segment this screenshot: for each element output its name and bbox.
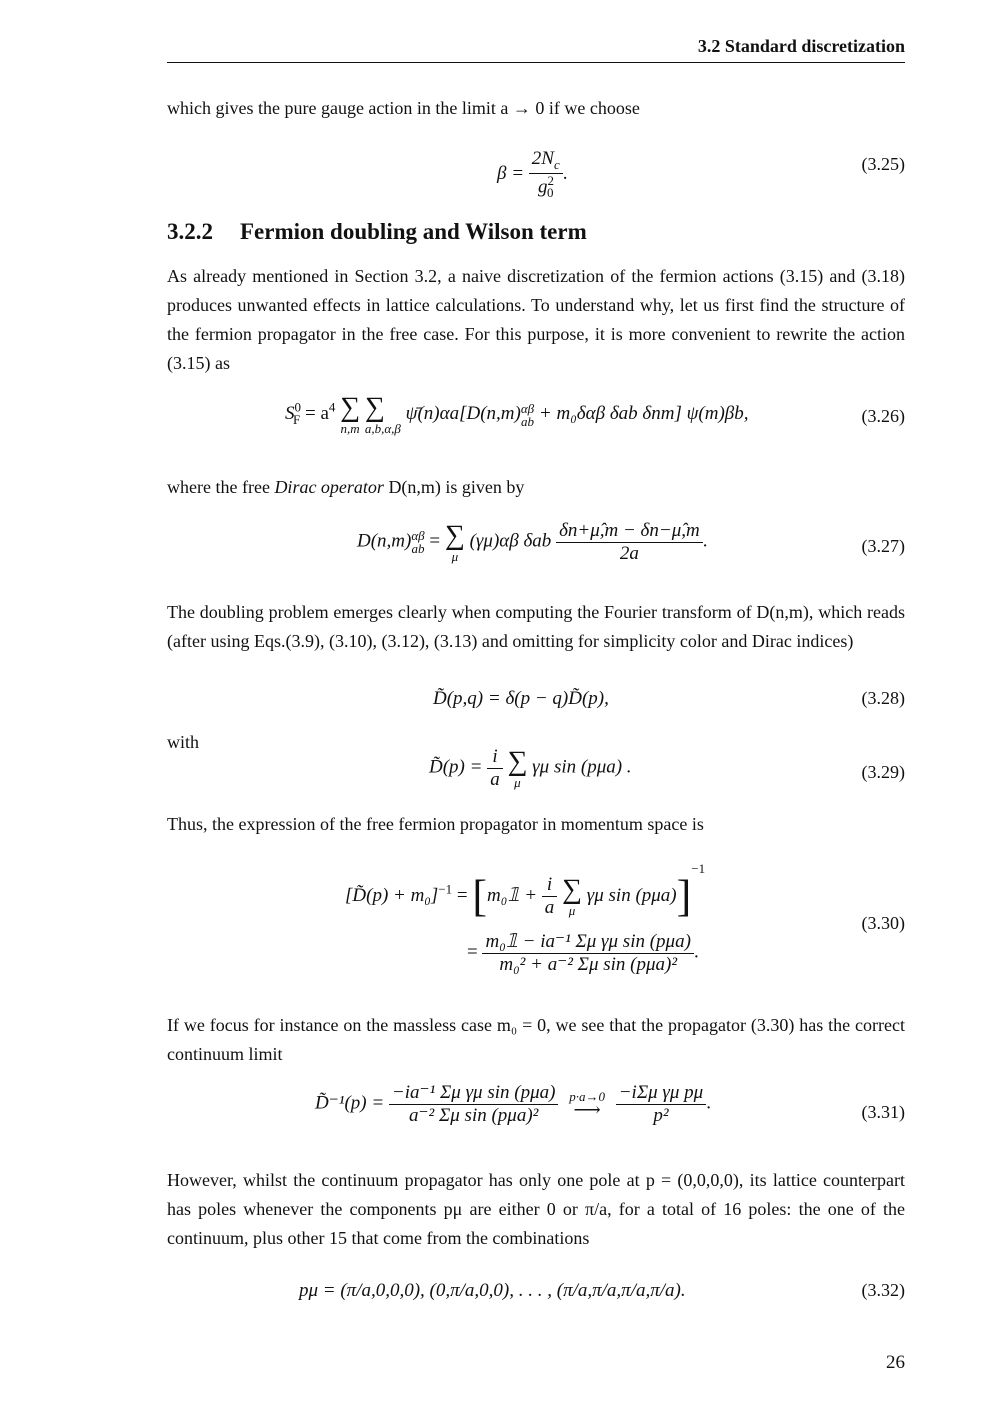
section-heading (167, 219, 587, 245)
equation-3-26: $S^0_F = a^4$ ∑ n,m ∑ a,b,α,β ψ̄(n)αa[D(n,m) αβ ab + m₀δαβ δab δnm] ψ(m)βb, (3.26) (285, 392, 905, 436)
equation-3-27: D(n,m) αβ ab = ∑ μ (γμ)αβ δab $\frac{\delta n+\mû,m - \delta n-\mû,m}{2a}$ . (3.27) (357, 519, 905, 564)
paragraph-1: which gives the pure gauge action in the limit a → 0 if we choose (167, 98, 640, 118)
equation-3-32: pμ = (π/a,0,0,0), (0,π/a,0,0), . . . , (π/a,π/a,π/a,π/a). (3.32) (299, 1280, 905, 1301)
paragraph-7: However, whilst the continuum propagator has only one pole at p = (0,0,0,0), its lattice counterpart has poles whenever the components pμ are either 0 or π/a, for a total of 16 poles: the one of the continuum, plus other 15 that come from the combinations (167, 1170, 905, 1248)
section-title: Fermion doubling and Wilson term (240, 219, 587, 244)
eq-number-3-25: (3.25) (861, 154, 905, 174)
eq-number-3-31: (3.31) (861, 1102, 905, 1122)
equation-3-29: D̃(p) = $\frac{i}{a}$ ∑ μ γμ sin (pμa) . (3.29) (429, 745, 905, 790)
paragraph-2: As already mentioned in Section 3.2, a naive discretization of the fermion actions (3.15) and (3.18) produces unwanted effects in lattice calculations. To understand why, let us first find the structure of the fermion propagator in the free case. For this purpose, it is more convenient to rewrite the action (3.15) as (167, 266, 905, 373)
paragraph-6: If we focus for instance on the massless case m₀ = 0, we see that the propagator (3.30) has the correct continuum limit (167, 1015, 905, 1064)
eq-number-3-27: (3.27) (861, 536, 905, 556)
equation-3-31: D̃⁻¹(p) = $\frac{\text{−ia⁻¹ Σμ γμ sin (pμa)}}{\text{a⁻² Σμ sin (pμa)²}}$ p·a→0 ⟶ $\frac{\text{−iΣμ γμ pμ}}{\text{p²}}$ . (3.31) (315, 1082, 905, 1126)
paragraph-5: Thus, the expression of the free fermion propagator in momentum space is (167, 814, 704, 834)
eq-number-3-30: (3.30) (861, 913, 905, 933)
eq-number-3-26: (3.26) (861, 406, 905, 426)
eq-number-3-28: (3.28) (861, 688, 905, 708)
running-title: 3.2 Standard discretization (697, 36, 905, 56)
equation-3-28: D̃(p,q) = δ(p − q)D̃(p), (3.28) (433, 688, 905, 709)
paragraph-4: The doubling problem emerges clearly when computing the Fourier transform of D(n,m), which reads (after using Eqs.(3.9), (3.10), (3.12), (3.13) and omitting for simplicity color and Dirac indices) (167, 602, 905, 651)
eq-number-3-32: (3.32) (861, 1280, 905, 1300)
running-header (167, 36, 905, 63)
paragraph-3: where the free Dirac operator D(n,m) is given by (167, 477, 525, 497)
page-number: 26 (886, 1352, 905, 1373)
section-number: 3.2.2 (167, 219, 213, 244)
eq-number-3-29: (3.29) (861, 762, 905, 782)
equation-3-25: β = $\frac{2N_c}{g^2_0}$ . (3.25) (497, 148, 905, 200)
with-label: with (167, 732, 200, 752)
equation-3-30: [D̃(p) + m₀]$^{-1}$ = [m₀𝟙 + $\frac{i}{a}$ ∑ μ γμ sin (pμa)]$^{-1}$ = $\frac{\text{m₀𝟙 − ia⁻¹ Σμ γμ sin (pμa)}}{\text{m₀² + a⁻² Σμ sin (pμa)²}}$ . (3.30) (345, 861, 905, 975)
